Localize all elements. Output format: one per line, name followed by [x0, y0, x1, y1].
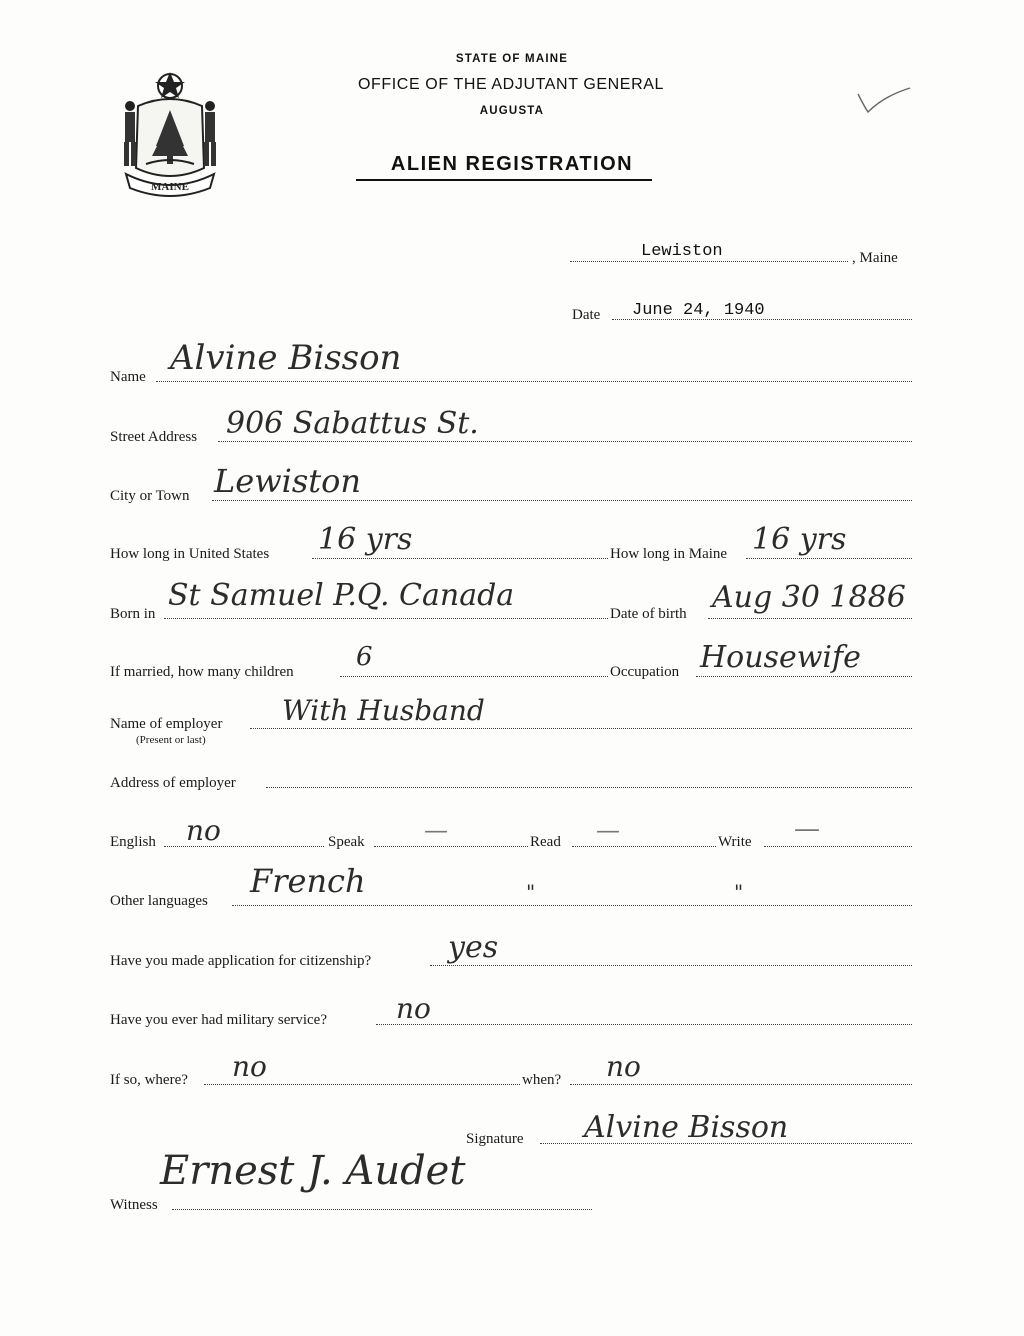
other-languages-line: [232, 905, 912, 906]
office-heading: OFFICE OF THE ADJUTANT GENERAL: [357, 76, 665, 93]
how-long-us-line: [312, 558, 608, 559]
born-in-line: [164, 618, 608, 619]
employer-value: With Husband: [282, 694, 485, 727]
other-languages-ditto-1: ": [526, 880, 536, 904]
how-long-us-value: 16 yrs: [318, 522, 413, 557]
born-in-label: Born in: [110, 606, 156, 622]
witness-line: [172, 1209, 592, 1210]
how-long-maine-label: How long in Maine: [610, 546, 728, 562]
date-of-birth-value: Aug 30 1886: [712, 580, 906, 615]
witness-value: Ernest J. Audet: [160, 1148, 466, 1194]
city-or-town-label: City or Town: [110, 488, 190, 504]
read-label: Read: [530, 834, 561, 850]
citizenship-label: Have you made application for citizenship?: [110, 953, 372, 969]
other-languages-ditto-2: ": [734, 880, 744, 904]
employer-address-line: [266, 787, 912, 788]
write-label: Write: [718, 834, 752, 850]
citizenship-line: [430, 965, 912, 966]
military-label: Have you ever had military service?: [110, 1012, 327, 1028]
employer-label: Name of employer: [110, 716, 223, 732]
where-value: no: [232, 1050, 267, 1083]
city-or-town-line: [212, 500, 912, 501]
occupation-line: [696, 676, 912, 677]
write-value: —: [794, 814, 820, 844]
employer-line: [250, 728, 912, 729]
name-value: Alvine Bisson: [170, 338, 402, 378]
how-long-us-label: How long in United States: [110, 546, 270, 562]
military-value: no: [396, 992, 431, 1025]
date-of-birth-label: Date of birth: [610, 606, 687, 622]
occupation-value: Housewife: [700, 640, 861, 675]
where-label: If so, where?: [110, 1072, 188, 1088]
date-of-birth-line: [708, 618, 912, 619]
military-line: [376, 1024, 912, 1025]
other-languages-label: Other languages: [110, 893, 208, 909]
where-line: [204, 1084, 520, 1085]
street-address-line: [218, 441, 912, 442]
town-value: Lewiston: [641, 242, 723, 261]
date-value: June 24, 1940: [632, 301, 765, 320]
born-in-value: St Samuel P.Q. Canada: [168, 578, 515, 613]
speak-value: —: [424, 816, 448, 844]
when-label: when?: [522, 1072, 562, 1088]
name-line: [156, 381, 912, 382]
write-line: [764, 846, 912, 847]
speak-label: Speak: [328, 834, 365, 850]
check-mark-icon: [854, 84, 914, 118]
occupation-label: Occupation: [610, 664, 680, 680]
street-address-value: 906 Sabattus St.: [226, 406, 479, 441]
name-label: Name: [110, 369, 146, 385]
seal-label: MAINE: [151, 181, 189, 193]
title-underline: [356, 179, 652, 181]
street-address-label: Street Address: [110, 429, 198, 445]
english-label: English: [110, 834, 156, 850]
how-long-maine-value: 16 yrs: [752, 522, 847, 557]
employer-sublabel: (Present or last): [136, 734, 206, 746]
city-heading: AUGUSTA: [479, 105, 545, 117]
town-line: [570, 261, 848, 262]
city-or-town-value: Lewiston: [214, 462, 361, 500]
maine-label: , Maine: [852, 250, 898, 266]
when-value: no: [606, 1050, 641, 1083]
children-line: [340, 676, 608, 677]
state-heading: STATE OF MAINE: [455, 53, 569, 65]
other-languages-value: French: [250, 862, 366, 900]
children-value: 6: [356, 642, 373, 672]
read-value: —: [596, 816, 620, 844]
witness-label: Witness: [110, 1197, 158, 1213]
when-line: [570, 1084, 912, 1085]
how-long-maine-line: [746, 558, 912, 559]
signature-value: Alvine Bisson: [584, 1110, 789, 1145]
english-value: no: [186, 814, 221, 847]
children-label: If married, how many children: [110, 664, 294, 680]
citizenship-value: yes: [448, 930, 499, 965]
read-line: [572, 846, 716, 847]
employer-address-label: Address of employer: [110, 775, 236, 791]
speak-line: [374, 846, 528, 847]
signature-label: Signature: [466, 1131, 524, 1147]
date-label: Date: [572, 307, 601, 323]
form-title: ALIEN REGISTRATION: [390, 153, 634, 175]
